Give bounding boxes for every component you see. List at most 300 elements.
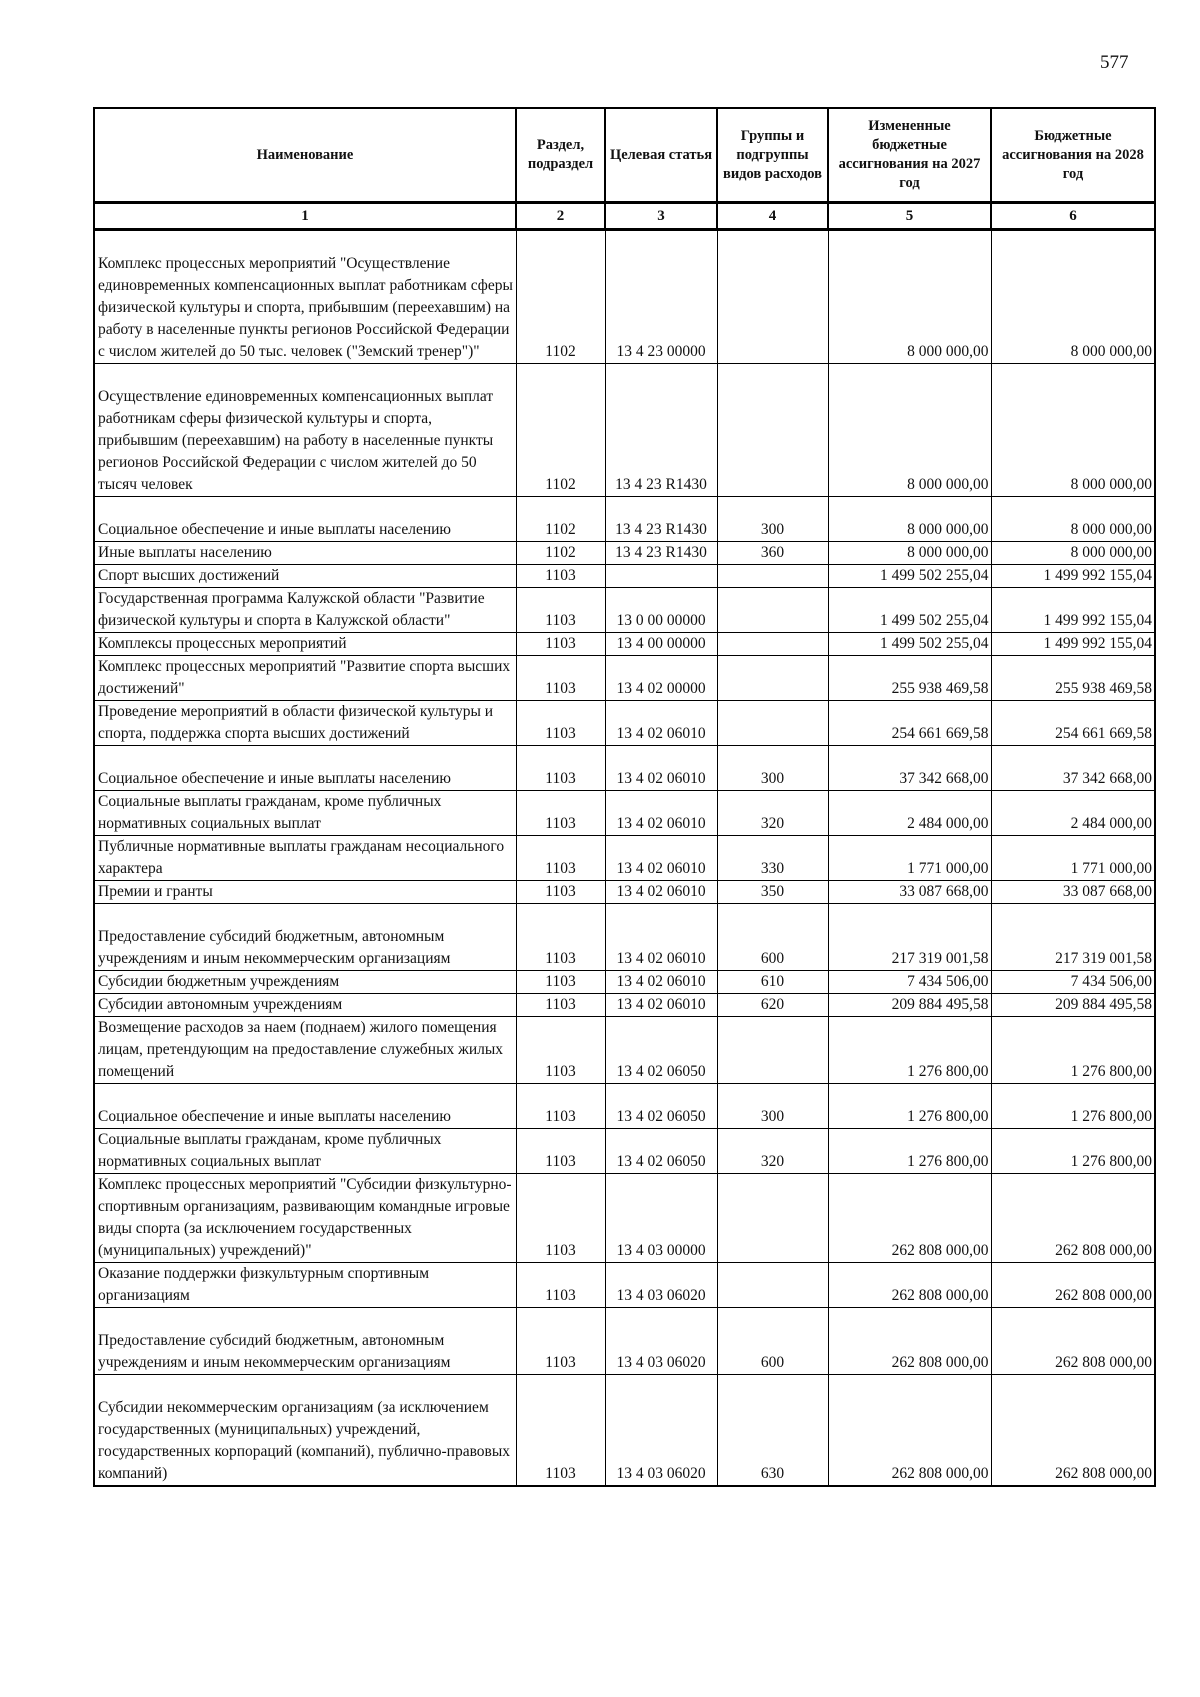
row-amount-2027 bbox=[828, 656, 991, 701]
row-name-text: Оказание поддержки физкультурным спортивным организациям bbox=[98, 1265, 430, 1304]
row-name bbox=[94, 633, 516, 656]
row-name-text: Субсидии бюджетным учреждениям bbox=[98, 973, 340, 990]
row-expense-group bbox=[717, 881, 828, 904]
row-amount-2027-text: 37 342 668,00 bbox=[899, 770, 989, 787]
row-target-article bbox=[605, 497, 717, 542]
table-row bbox=[94, 497, 1155, 542]
row-target-article-text: 13 4 02 06050 bbox=[616, 1108, 706, 1125]
row-name bbox=[94, 1308, 516, 1375]
row-target-article bbox=[605, 1263, 717, 1308]
row-target-article bbox=[605, 565, 717, 588]
table-row bbox=[94, 565, 1155, 588]
row-name-text: Социальное обеспечение и иные выплаты населению bbox=[98, 1108, 452, 1125]
row-amount-2027 bbox=[828, 230, 991, 364]
row-target-article-text: 13 4 00 00000 bbox=[616, 635, 706, 652]
row-amount-2028 bbox=[991, 364, 1155, 497]
row-expense-group bbox=[717, 701, 828, 746]
row-section bbox=[516, 1308, 605, 1375]
row-expense-group-text: 630 bbox=[760, 1465, 785, 1482]
row-target-article bbox=[605, 994, 717, 1017]
row-name-text: Государственная программа Калужской области "Развитие физической культуры и спорта в Калужской области" bbox=[98, 590, 485, 629]
table-row bbox=[94, 791, 1155, 836]
row-amount-2027 bbox=[828, 791, 991, 836]
row-expense-group bbox=[717, 1375, 828, 1487]
row-target-article bbox=[605, 1174, 717, 1263]
row-name bbox=[94, 497, 516, 542]
row-amount-2027 bbox=[828, 1375, 991, 1487]
row-target-article bbox=[605, 633, 717, 656]
row-section-text: 1103 bbox=[545, 612, 576, 629]
row-name-text: Субсидии автономным учреждениям bbox=[98, 996, 343, 1013]
row-expense-group bbox=[717, 746, 828, 791]
column-number-row bbox=[94, 203, 1155, 230]
table-row bbox=[94, 836, 1155, 881]
row-target-article bbox=[605, 1017, 717, 1084]
row-amount-2028-text: 255 938 469,58 bbox=[1055, 680, 1152, 697]
table-row bbox=[94, 701, 1155, 746]
row-section bbox=[516, 971, 605, 994]
row-amount-2028-text: 217 319 001,58 bbox=[1055, 950, 1152, 967]
row-expense-group bbox=[717, 633, 828, 656]
row-expense-group-text: 600 bbox=[760, 1354, 785, 1371]
row-amount-2027-text: 254 661 669,58 bbox=[891, 725, 989, 742]
row-target-article bbox=[605, 588, 717, 633]
row-name bbox=[94, 542, 516, 565]
row-amount-2028 bbox=[991, 588, 1155, 633]
row-name-text: Комплексы процессных мероприятий bbox=[98, 635, 347, 652]
table-row bbox=[94, 230, 1155, 364]
row-amount-2027-text: 8 000 000,00 bbox=[907, 476, 989, 493]
row-name bbox=[94, 881, 516, 904]
row-amount-2028-text: 8 000 000,00 bbox=[1070, 544, 1152, 561]
row-name bbox=[94, 1375, 516, 1487]
table-row bbox=[94, 971, 1155, 994]
row-name-text: Социальное обеспечение и иные выплаты населению bbox=[98, 521, 452, 538]
row-section-text: 1103 bbox=[545, 1242, 576, 1259]
budget-table bbox=[93, 107, 1156, 1487]
row-amount-2028 bbox=[991, 656, 1155, 701]
row-name bbox=[94, 791, 516, 836]
row-name-text: Публичные нормативные выплаты гражданам несоциального характера bbox=[98, 838, 505, 877]
row-amount-2028-text: 2 484 000,00 bbox=[1070, 815, 1152, 832]
row-section-text: 1103 bbox=[545, 996, 576, 1013]
row-amount-2027-text: 1 499 502 255,04 bbox=[880, 567, 989, 584]
row-expense-group-text: 360 bbox=[760, 544, 785, 561]
table-row bbox=[94, 633, 1155, 656]
row-section bbox=[516, 836, 605, 881]
row-section bbox=[516, 364, 605, 497]
row-section bbox=[516, 791, 605, 836]
table-row bbox=[94, 1263, 1155, 1308]
row-amount-2027-text: 262 808 000,00 bbox=[891, 1465, 989, 1482]
row-amount-2028 bbox=[991, 633, 1155, 656]
row-target-article-text: 13 4 02 06050 bbox=[616, 1153, 706, 1170]
row-amount-2028-text: 37 342 668,00 bbox=[1062, 770, 1152, 787]
row-amount-2027-text: 209 884 495,58 bbox=[891, 996, 989, 1013]
row-target-article bbox=[605, 542, 717, 565]
row-amount-2028-text: 254 661 669,58 bbox=[1055, 725, 1152, 742]
row-expense-group bbox=[717, 497, 828, 542]
table-row bbox=[94, 542, 1155, 565]
row-amount-2027-text: 1 276 800,00 bbox=[907, 1153, 989, 1170]
row-section-text: 1103 bbox=[545, 770, 576, 787]
row-target-article bbox=[605, 904, 717, 971]
table-row bbox=[94, 1375, 1155, 1487]
row-name bbox=[94, 836, 516, 881]
table-row bbox=[94, 588, 1155, 633]
row-name bbox=[94, 1174, 516, 1263]
row-name-text: Предоставление субсидий бюджетным, автономным учреждениям и иным некоммерческим организациям bbox=[98, 1332, 451, 1371]
row-amount-2027-text: 8 000 000,00 bbox=[907, 343, 989, 360]
row-target-article-text: 13 4 23 R1430 bbox=[615, 521, 707, 538]
row-amount-2028-text: 1 276 800,00 bbox=[1070, 1153, 1152, 1170]
row-name bbox=[94, 588, 516, 633]
row-expense-group-text: 300 bbox=[760, 1108, 785, 1125]
row-target-article bbox=[605, 1308, 717, 1375]
row-target-article-text: 13 4 02 06010 bbox=[616, 950, 706, 967]
header-section: Раздел, подраздел bbox=[516, 108, 605, 203]
row-name-text: Социальные выплаты гражданам, кроме публичных нормативных социальных выплат bbox=[98, 1131, 442, 1170]
row-target-article-text: 13 4 23 R1430 bbox=[615, 544, 707, 561]
row-section bbox=[516, 1263, 605, 1308]
row-section bbox=[516, 1174, 605, 1263]
row-amount-2027-text: 217 319 001,58 bbox=[891, 950, 989, 967]
row-amount-2027-text: 262 808 000,00 bbox=[891, 1287, 989, 1304]
row-target-article-text: 13 4 02 06010 bbox=[616, 770, 706, 787]
row-target-article-text: 13 4 02 06010 bbox=[616, 815, 706, 832]
row-section-text: 1103 bbox=[545, 1153, 576, 1170]
row-expense-group bbox=[717, 230, 828, 364]
row-name bbox=[94, 1129, 516, 1174]
row-amount-2028-text: 1 499 992 155,04 bbox=[1043, 612, 1152, 629]
row-section bbox=[516, 994, 605, 1017]
row-amount-2027 bbox=[828, 836, 991, 881]
row-name bbox=[94, 230, 516, 364]
row-amount-2027-text: 8 000 000,00 bbox=[907, 544, 989, 561]
row-target-article bbox=[605, 656, 717, 701]
row-amount-2027 bbox=[828, 497, 991, 542]
row-section-text: 1103 bbox=[545, 1108, 576, 1125]
column-number: 6 bbox=[991, 203, 1155, 230]
row-section-text: 1103 bbox=[545, 860, 576, 877]
row-amount-2028-text: 209 884 495,58 bbox=[1055, 996, 1152, 1013]
table-row bbox=[94, 1174, 1155, 1263]
row-target-article bbox=[605, 1084, 717, 1129]
row-name-text: Возмещение расходов за наем (поднаем) жилого помещения лицам, претендующим на предоставление служебных жилых помещений bbox=[98, 1019, 504, 1080]
table-row bbox=[94, 994, 1155, 1017]
row-amount-2027 bbox=[828, 746, 991, 791]
row-expense-group bbox=[717, 1174, 828, 1263]
row-amount-2028-text: 8 000 000,00 bbox=[1070, 521, 1152, 538]
row-section-text: 1102 bbox=[545, 343, 576, 360]
row-amount-2028-text: 1 276 800,00 bbox=[1070, 1063, 1152, 1080]
row-section-text: 1102 bbox=[545, 544, 576, 561]
row-name-text: Субсидии некоммерческим организациям (за исключением государственных (муниципальных) учреждений, государственных корпораций (компаний), публично-правовых компаний) bbox=[98, 1399, 511, 1482]
row-target-article bbox=[605, 746, 717, 791]
row-amount-2027 bbox=[828, 904, 991, 971]
row-amount-2027 bbox=[828, 542, 991, 565]
row-section bbox=[516, 1375, 605, 1487]
row-amount-2028 bbox=[991, 746, 1155, 791]
column-number: 4 bbox=[717, 203, 828, 230]
row-name-text: Спорт высших достижений bbox=[98, 567, 280, 584]
row-amount-2028 bbox=[991, 701, 1155, 746]
row-amount-2028 bbox=[991, 1375, 1155, 1487]
row-amount-2027-text: 262 808 000,00 bbox=[891, 1242, 989, 1259]
row-amount-2028-text: 7 434 506,00 bbox=[1070, 973, 1152, 990]
row-section bbox=[516, 701, 605, 746]
table-row bbox=[94, 904, 1155, 971]
row-amount-2028-text: 1 771 000,00 bbox=[1070, 860, 1152, 877]
row-amount-2027-text: 1 499 502 255,04 bbox=[880, 635, 989, 652]
row-amount-2028 bbox=[991, 836, 1155, 881]
row-expense-group bbox=[717, 588, 828, 633]
row-amount-2028-text: 1 276 800,00 bbox=[1070, 1108, 1152, 1125]
row-section-text: 1103 bbox=[545, 950, 576, 967]
row-amount-2028-text: 262 808 000,00 bbox=[1055, 1354, 1152, 1371]
row-name-text: Осуществление единовременных компенсационных выплат работникам сферы физической культуры и спорта, прибывшим (переехавшим) на работу в населенные пункты регионов Российской Федерации с числом жителей до 50 тысяч человек bbox=[98, 388, 494, 493]
row-amount-2028 bbox=[991, 904, 1155, 971]
row-amount-2028-text: 1 499 992 155,04 bbox=[1043, 635, 1152, 652]
table-header-row bbox=[94, 108, 1155, 203]
row-amount-2028-text: 1 499 992 155,04 bbox=[1043, 567, 1152, 584]
row-section bbox=[516, 230, 605, 364]
row-amount-2027 bbox=[828, 565, 991, 588]
row-expense-group-text: 610 bbox=[760, 973, 785, 990]
row-expense-group-text: 350 bbox=[760, 883, 785, 900]
row-target-article bbox=[605, 836, 717, 881]
page-number: 577 bbox=[1100, 52, 1129, 73]
row-amount-2027-text: 33 087 668,00 bbox=[899, 883, 989, 900]
row-amount-2027 bbox=[828, 971, 991, 994]
row-section-text: 1103 bbox=[545, 1287, 576, 1304]
row-amount-2027 bbox=[828, 881, 991, 904]
row-name bbox=[94, 364, 516, 497]
row-expense-group bbox=[717, 904, 828, 971]
row-name-text: Предоставление субсидий бюджетным, автономным учреждениям и иным некоммерческим организациям bbox=[98, 928, 451, 967]
row-amount-2027-text: 1 276 800,00 bbox=[907, 1063, 989, 1080]
row-target-article-text: 13 4 23 00000 bbox=[616, 343, 706, 360]
row-amount-2027 bbox=[828, 1174, 991, 1263]
header-2028: Бюджетные ассигнования на 2028 год bbox=[991, 108, 1155, 203]
row-amount-2027-text: 1 276 800,00 bbox=[907, 1108, 989, 1125]
row-amount-2027 bbox=[828, 364, 991, 497]
row-expense-group bbox=[717, 364, 828, 497]
row-amount-2028 bbox=[991, 881, 1155, 904]
row-amount-2027-text: 1 499 502 255,04 bbox=[880, 612, 989, 629]
row-expense-group bbox=[717, 836, 828, 881]
row-target-article bbox=[605, 364, 717, 497]
row-target-article-text: 13 4 02 06010 bbox=[616, 883, 706, 900]
row-target-article bbox=[605, 230, 717, 364]
table-row bbox=[94, 656, 1155, 701]
row-section bbox=[516, 542, 605, 565]
row-expense-group bbox=[717, 994, 828, 1017]
row-amount-2027-text: 1 771 000,00 bbox=[907, 860, 989, 877]
table-row bbox=[94, 746, 1155, 791]
row-section-text: 1103 bbox=[545, 883, 576, 900]
row-section-text: 1103 bbox=[545, 725, 576, 742]
row-section bbox=[516, 656, 605, 701]
row-amount-2027 bbox=[828, 1263, 991, 1308]
row-name-text: Комплекс процессных мероприятий "Развитие спорта высших достижений" bbox=[98, 658, 511, 697]
row-amount-2027 bbox=[828, 1308, 991, 1375]
row-name bbox=[94, 701, 516, 746]
row-target-article-text: 13 0 00 00000 bbox=[616, 612, 706, 629]
header-target-article: Целевая статья bbox=[605, 108, 717, 203]
row-expense-group bbox=[717, 542, 828, 565]
row-section bbox=[516, 1084, 605, 1129]
row-section-text: 1103 bbox=[545, 567, 576, 584]
row-expense-group bbox=[717, 971, 828, 994]
header-expense-group: Группы и подгруппы видов расходов bbox=[717, 108, 828, 203]
row-amount-2028 bbox=[991, 1308, 1155, 1375]
row-name bbox=[94, 1263, 516, 1308]
row-amount-2027 bbox=[828, 1017, 991, 1084]
row-target-article-text: 13 4 02 06010 bbox=[616, 725, 706, 742]
row-name-text: Проведение мероприятий в области физической культуры и спорта, поддержка спорта высших достижений bbox=[98, 703, 494, 742]
row-target-article-text: 13 4 02 00000 bbox=[616, 680, 706, 697]
row-section-text: 1103 bbox=[545, 635, 576, 652]
row-target-article bbox=[605, 791, 717, 836]
row-section bbox=[516, 1017, 605, 1084]
row-name-text: Комплекс процессных мероприятий "Осуществление единовременных компенсационных выплат работникам сферы физической культуры и спорта, прибывшим (переехавшим) на работу в населенные пункты регионов Российской Федерации с числом жителей до 50 тыс. человек ("Земский тренер")" bbox=[98, 255, 513, 360]
row-name-text: Комплекс процессных мероприятий "Субсидии физкультурно-спортивным организациям, развивающим командные игровые виды спорта (за исключением государственных (муниципальных) учреждений)" bbox=[98, 1176, 512, 1259]
row-amount-2028 bbox=[991, 542, 1155, 565]
row-expense-group bbox=[717, 565, 828, 588]
row-expense-group-text: 300 bbox=[760, 521, 785, 538]
row-amount-2028 bbox=[991, 971, 1155, 994]
row-target-article-text: 13 4 03 06020 bbox=[616, 1354, 706, 1371]
row-expense-group bbox=[717, 1308, 828, 1375]
row-amount-2028-text: 8 000 000,00 bbox=[1070, 343, 1152, 360]
row-section bbox=[516, 746, 605, 791]
row-name bbox=[94, 994, 516, 1017]
row-section bbox=[516, 881, 605, 904]
row-target-article-text: 13 4 02 06010 bbox=[616, 860, 706, 877]
row-amount-2027-text: 255 938 469,58 bbox=[891, 680, 989, 697]
table-row bbox=[94, 364, 1155, 497]
row-expense-group-text: 600 bbox=[760, 950, 785, 967]
row-amount-2028 bbox=[991, 1084, 1155, 1129]
row-amount-2028 bbox=[991, 791, 1155, 836]
row-section bbox=[516, 633, 605, 656]
row-expense-group-text: 320 bbox=[760, 815, 785, 832]
row-amount-2027 bbox=[828, 588, 991, 633]
row-section-text: 1103 bbox=[545, 815, 576, 832]
row-target-article-text: 13 4 23 R1430 bbox=[615, 476, 707, 493]
row-expense-group bbox=[717, 1017, 828, 1084]
row-amount-2028 bbox=[991, 230, 1155, 364]
row-expense-group-text: 330 bbox=[760, 860, 785, 877]
row-section bbox=[516, 497, 605, 542]
row-expense-group bbox=[717, 1129, 828, 1174]
row-name bbox=[94, 746, 516, 791]
row-amount-2027-text: 7 434 506,00 bbox=[907, 973, 989, 990]
row-section-text: 1103 bbox=[545, 973, 576, 990]
row-name bbox=[94, 656, 516, 701]
row-section bbox=[516, 1129, 605, 1174]
row-target-article bbox=[605, 971, 717, 994]
header-2027: Измененные бюджетные ассигнования на 2027 год bbox=[828, 108, 991, 203]
row-name bbox=[94, 904, 516, 971]
row-target-article bbox=[605, 701, 717, 746]
row-expense-group bbox=[717, 1084, 828, 1129]
row-target-article-text: 13 4 03 00000 bbox=[616, 1242, 706, 1259]
row-section-text: 1102 bbox=[545, 476, 576, 493]
row-name-text: Премии и гранты bbox=[98, 883, 213, 900]
column-number: 2 bbox=[516, 203, 605, 230]
row-amount-2028 bbox=[991, 994, 1155, 1017]
row-amount-2027 bbox=[828, 633, 991, 656]
row-name bbox=[94, 1017, 516, 1084]
row-target-article-text: 13 4 03 06020 bbox=[616, 1465, 706, 1482]
row-target-article-text: 13 4 03 06020 bbox=[616, 1287, 706, 1304]
row-section bbox=[516, 565, 605, 588]
row-section-text: 1103 bbox=[545, 680, 576, 697]
row-target-article-text: 13 4 02 06050 bbox=[616, 1063, 706, 1080]
row-amount-2027-text: 2 484 000,00 bbox=[907, 815, 989, 832]
row-expense-group bbox=[717, 656, 828, 701]
table-row bbox=[94, 1084, 1155, 1129]
column-number: 5 bbox=[828, 203, 991, 230]
row-amount-2028 bbox=[991, 1129, 1155, 1174]
row-amount-2028-text: 33 087 668,00 bbox=[1062, 883, 1152, 900]
row-amount-2028-text: 262 808 000,00 bbox=[1055, 1287, 1152, 1304]
table-row bbox=[94, 1017, 1155, 1084]
row-name bbox=[94, 971, 516, 994]
row-amount-2027 bbox=[828, 701, 991, 746]
table-row bbox=[94, 1308, 1155, 1375]
row-expense-group-text: 620 bbox=[760, 996, 785, 1013]
row-name-text: Иные выплаты населению bbox=[98, 544, 272, 561]
row-section-text: 1103 bbox=[545, 1465, 576, 1482]
row-amount-2027 bbox=[828, 1084, 991, 1129]
row-target-article bbox=[605, 1129, 717, 1174]
row-target-article bbox=[605, 881, 717, 904]
row-expense-group bbox=[717, 1263, 828, 1308]
row-amount-2028-text: 262 808 000,00 bbox=[1055, 1242, 1152, 1259]
row-amount-2028 bbox=[991, 1174, 1155, 1263]
table-row bbox=[94, 881, 1155, 904]
row-expense-group bbox=[717, 791, 828, 836]
row-name-text: Социальное обеспечение и иные выплаты населению bbox=[98, 770, 452, 787]
header-name: Наименование bbox=[94, 108, 516, 203]
table-row bbox=[94, 1129, 1155, 1174]
row-name bbox=[94, 1084, 516, 1129]
row-name-text: Социальные выплаты гражданам, кроме публичных нормативных социальных выплат bbox=[98, 793, 442, 832]
row-amount-2027 bbox=[828, 1129, 991, 1174]
column-number: 3 bbox=[605, 203, 717, 230]
row-section bbox=[516, 904, 605, 971]
row-amount-2028 bbox=[991, 1017, 1155, 1084]
row-amount-2028 bbox=[991, 565, 1155, 588]
row-amount-2028-text: 262 808 000,00 bbox=[1055, 1465, 1152, 1482]
row-amount-2027-text: 262 808 000,00 bbox=[891, 1354, 989, 1371]
row-section-text: 1103 bbox=[545, 1354, 576, 1371]
row-expense-group-text: 300 bbox=[760, 770, 785, 787]
row-target-article-text: 13 4 02 06010 bbox=[616, 973, 706, 990]
row-section-text: 1103 bbox=[545, 1063, 576, 1080]
row-target-article-text: 13 4 02 06010 bbox=[616, 996, 706, 1013]
row-expense-group-text: 320 bbox=[760, 1153, 785, 1170]
table-body bbox=[94, 230, 1155, 1487]
row-section bbox=[516, 588, 605, 633]
row-name bbox=[94, 565, 516, 588]
row-amount-2028-text: 8 000 000,00 bbox=[1070, 476, 1152, 493]
row-target-article bbox=[605, 1375, 717, 1487]
row-amount-2028 bbox=[991, 497, 1155, 542]
